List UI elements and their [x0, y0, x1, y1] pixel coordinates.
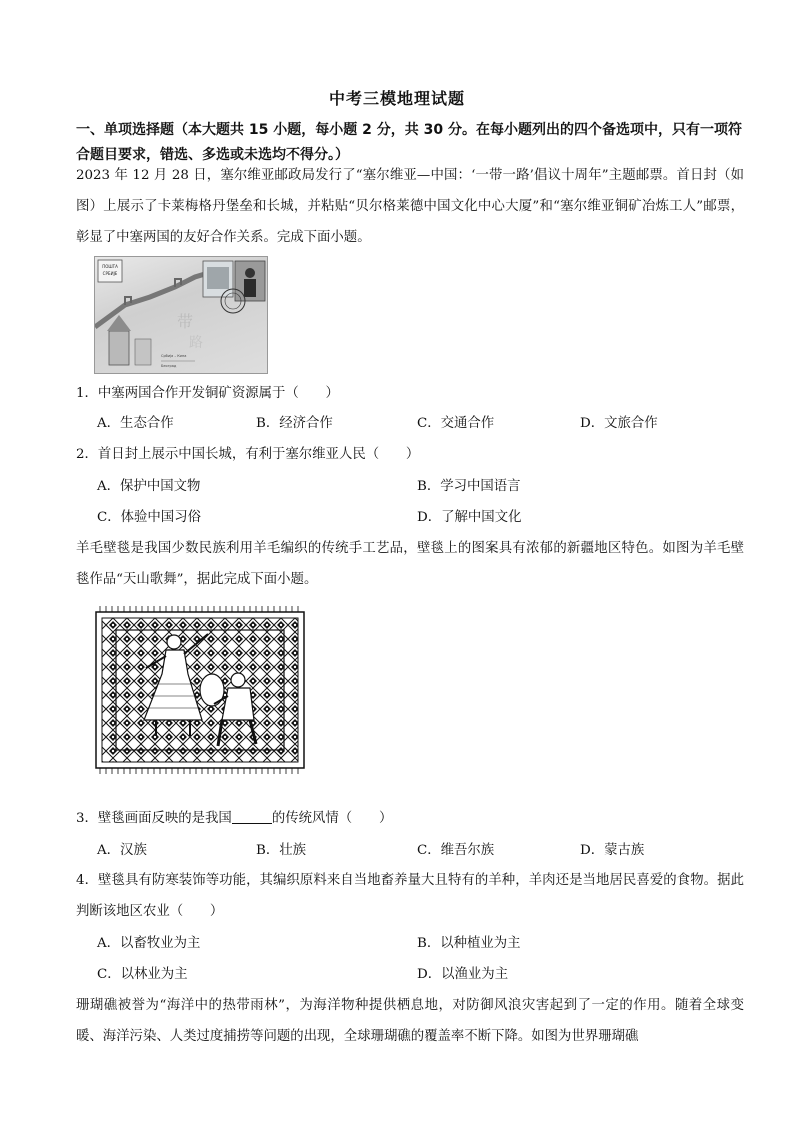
tapestry-illustration — [92, 604, 308, 776]
q1-option-c[interactable]: C．交通合作 — [417, 416, 495, 431]
passage-carpet: 羊毛壁毯是我国少数民族利用羊毛编织的传统手工艺品，壁毯上的图案具有浓郁的新疆地区特色。如图为羊毛壁毯作品“天山歌舞”，据此完成下面小题。 — [76, 541, 744, 587]
q3-option-b[interactable]: B．壮族 — [256, 843, 307, 858]
q2-option-d[interactable]: D．了解中国文化 — [417, 510, 522, 525]
q1-option-d[interactable]: D．文旅合作 — [580, 416, 658, 431]
cover-illustration — [95, 257, 267, 373]
passage-coral: 珊瑚礁被誉为“海洋中的热带雨林”，为海洋物种提供栖息地，对防御风浪灾害起到了一定的作用。随着全球变暖、海洋污染、人类过度捕捞等问题的出现，全球珊瑚礁的覆盖率不断下降。如图为世界珊瑚礁 — [76, 998, 744, 1044]
svg-text:СРБИЈЕ: СРБИЈЕ — [102, 271, 118, 276]
first-day-cover-image — [94, 256, 268, 374]
q4-option-a[interactable]: A．以畜牧业为主 — [97, 936, 201, 951]
wool-tapestry-image — [92, 604, 308, 776]
q4-option-d[interactable]: D．以渔业为主 — [417, 967, 509, 982]
q2-option-a[interactable]: A．保护中国文物 — [97, 479, 201, 494]
q3-stem-before: 3．壁毯画面反映的是我国 — [76, 811, 232, 826]
svg-text:ПОШТА: ПОШТА — [102, 264, 118, 269]
question-3-stem — [76, 809, 744, 829]
q1-option-a[interactable]: A．生态合作 — [97, 416, 174, 431]
svg-text:Београд: Београд — [161, 364, 177, 368]
question-4-stem: 4．壁毯具有防寒装饰等功能，其编织原料来自当地畜养量大且特有的羊种，羊肉还是当地居民喜爱的食物。据此判断该地区农业（ ） — [76, 873, 744, 919]
svg-text:带: 带 — [177, 312, 194, 331]
q4-option-c[interactable]: C．以林业为主 — [97, 967, 188, 982]
q3-option-d[interactable]: D．蒙古族 — [580, 843, 645, 858]
q4-option-b[interactable]: B．以种植业为主 — [417, 936, 521, 951]
svg-text:路: 路 — [189, 335, 203, 351]
question-2-stem: 2．首日封上展示中国长城，有利于塞尔维亚人民（ ） — [76, 447, 420, 462]
q2-option-b[interactable]: B．学习中国语言 — [417, 479, 521, 494]
q3-answer-blank — [232, 809, 272, 824]
q3-option-a[interactable]: A．汉族 — [97, 843, 147, 858]
q3-stem-after: 的传统风情（ ） — [271, 811, 393, 826]
section-heading: 一、单项选择题（本大题共 15 小题，每小题 2 分，共 30 分。在每小题列出的四个备选项中，只有一项符合题目要求，错选、多选或未选均不得分。） — [76, 122, 742, 163]
question-1-stem: 1．中塞两国合作开发铜矿资源属于（ ） — [76, 386, 339, 401]
passage-stamp: 2023 年 12 月 28 日，塞尔维亚邮政局发行了“塞尔维亚—中国：‘一带一路’倡议十周年”主题邮票。首日封（如图）上展示了卡莱梅格丹堡垒和长城，并粘贴“贝尔格莱德中国文化中心大厦”和“塞尔维亚铜矿冶炼工人”邮票，彰显了中塞两国的友好合作关系。完成下面小题。 — [76, 168, 744, 245]
q2-option-c[interactable]: C．体验中国习俗 — [97, 510, 201, 525]
page-title: 中考三模地理试题 — [328, 89, 465, 108]
q1-option-b[interactable]: B．经济合作 — [256, 416, 333, 431]
q3-option-c[interactable]: C．维吾尔族 — [417, 843, 495, 858]
svg-text:Србија – Кина: Србија – Кина — [161, 354, 187, 358]
